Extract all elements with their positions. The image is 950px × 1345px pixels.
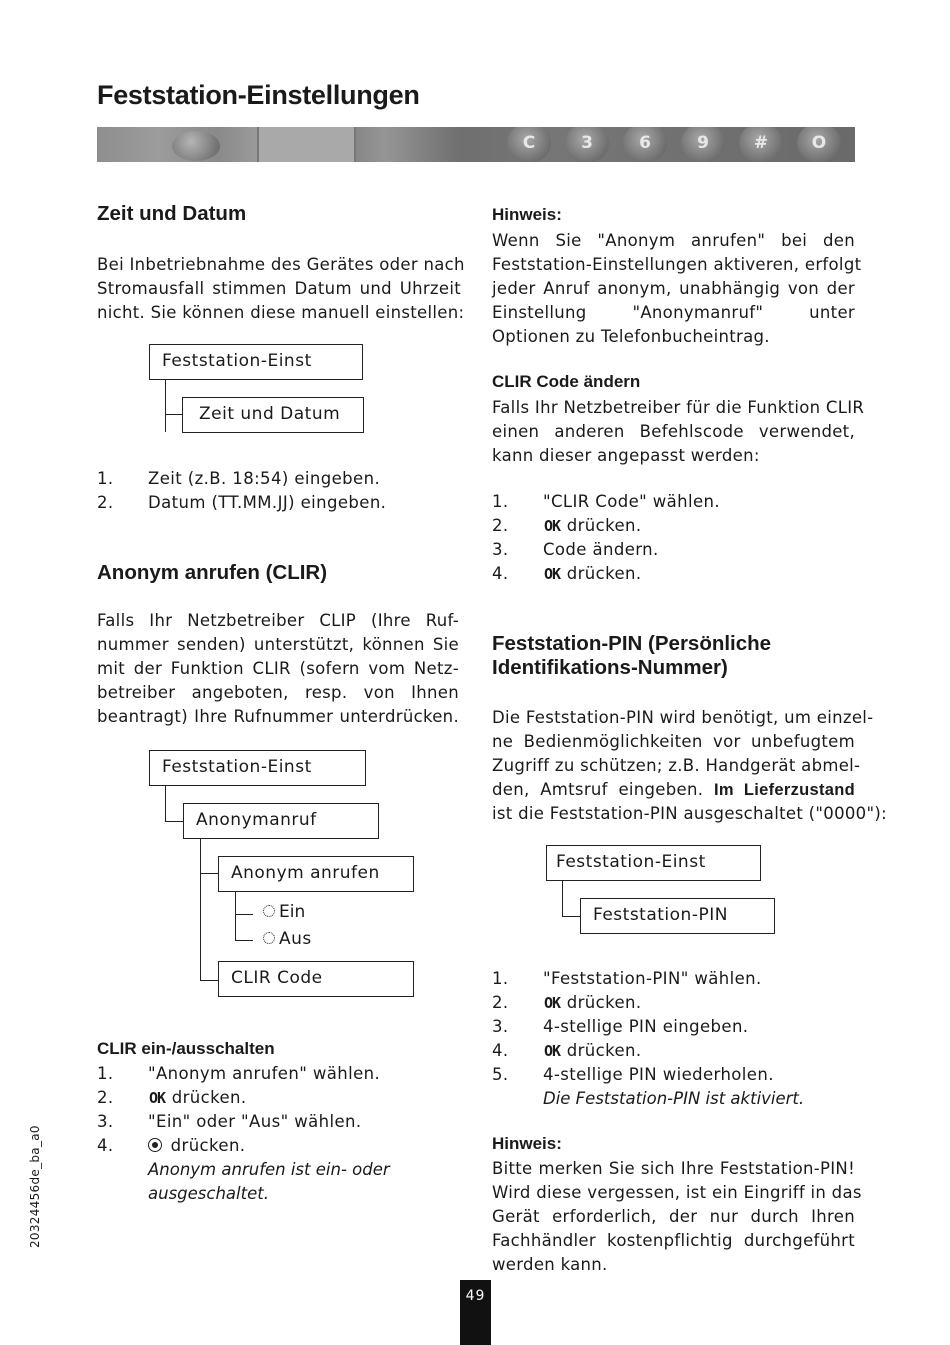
text-line: betreiber angeboten, resp. von Ihnen [97, 683, 459, 702]
clir-code-steps [492, 490, 857, 586]
list-item: 2. OK drücken. [97, 1086, 462, 1110]
text-line: Bei Inbetriebnahme des Gerätes oder nach [97, 255, 465, 274]
ok-key-icon: OK [544, 994, 561, 1012]
option-ein [263, 902, 305, 922]
nav-key-icon [148, 1138, 162, 1152]
text-line: Fachhändler kostenpflichtig durchgeführt [492, 1231, 855, 1250]
tree-tick [165, 414, 182, 415]
ok-key-icon: OK [149, 1089, 166, 1107]
document-code: 20324456de_ba_a0 [28, 1125, 42, 1248]
menu-box-anonym-anrufen: Anonym anrufen [218, 856, 414, 892]
list-item: 2. OK drücken. [492, 514, 857, 538]
list-item: 4. drücken. [97, 1136, 246, 1155]
heading-line: Feststation-PIN (Persönliche [492, 632, 772, 655]
text-line: einen anderen Befehlscode verwendet, [492, 422, 855, 441]
phone-keypad-banner [97, 127, 855, 162]
tree-line [200, 839, 201, 981]
text-line: nicht. Sie können diese manuell einstellen: [97, 303, 465, 322]
list-item: 3. 4-stellige PIN eingeben. [492, 1017, 749, 1036]
keypad-key: 6 [623, 127, 667, 162]
tree-tick [235, 940, 253, 941]
list-item: Die Feststation-PIN ist aktiviert. [543, 1089, 805, 1108]
keypad-key: O [797, 127, 841, 162]
menu-box-anonymanruf: Anonymanruf [183, 803, 379, 839]
page-number: 49 [460, 1280, 491, 1345]
list-item: 4. OK drücken. [492, 562, 857, 586]
tree-tick [562, 916, 580, 917]
list-item: 5. 4-stellige PIN wiederholen. [492, 1065, 774, 1084]
text-line: mit der Funktion CLIR (sofern vom Netz- [97, 659, 459, 678]
text-line: Stromausfall stimmen Datum und Uhrzeit [97, 279, 461, 298]
pin-steps [492, 967, 857, 1111]
text-line: Feststation-Einstellungen aktiveren, erfolgt [492, 255, 862, 274]
tree-line [235, 892, 236, 940]
heading-line: Identifikations-Nummer) [492, 656, 728, 679]
text-line: Bitte merken Sie sich Ihre Feststation-PIN! [492, 1159, 855, 1178]
menu-box-zeit-datum: Zeit und Datum [182, 397, 364, 433]
keypad-key: C [507, 127, 551, 162]
text-line: Falls Ihr Netzbetreiber CLIP (Ihre Ruf- [97, 611, 459, 630]
section-heading-pin [492, 632, 771, 680]
section-heading-clir-schalten: CLIR ein-/ausschalten [97, 1039, 275, 1058]
zeit-steps [97, 467, 462, 515]
clir-code-paragraph [492, 396, 865, 468]
menu-box-feststation-einst: Feststation-Einst [149, 750, 366, 786]
text-line: Einstellung "Anonymanruf" unter [492, 303, 855, 322]
text-line: ist die Feststation-PIN ausgeschaltet ("0000"): [492, 804, 887, 823]
list-item: 1. "Anonym anrufen" wählen. [97, 1064, 381, 1083]
hinweis-heading: Hinweis: [492, 1134, 562, 1153]
menu-box-clir-code: CLIR Code [218, 961, 414, 997]
text-line: den, Amtsruf eingeben. Im Lieferzustand [492, 780, 855, 799]
ok-key-icon: OK [544, 1042, 561, 1060]
text-line: Gerät erforderlich, der nur durch Ihren [492, 1207, 855, 1226]
text-line: Wird diese vergessen, ist ein Eingriff in das [492, 1183, 862, 1202]
menu-box-feststation-einst: Feststation-Einst [149, 344, 363, 380]
radio-icon [263, 932, 275, 944]
section-heading-zeit: Zeit und Datum [97, 202, 247, 225]
ok-key-icon: OK [544, 517, 561, 535]
option-aus [263, 929, 312, 949]
text-line: Falls Ihr Netzbetreiber für die Funktion CLIR [492, 398, 865, 417]
text-line: kann dieser angepasst werden: [492, 446, 760, 465]
radio-icon [263, 905, 275, 917]
keypad-key: # [739, 127, 783, 162]
text-line: ne Bedienmöglichkeiten vor unbefugtem [492, 732, 855, 751]
pin-paragraph [492, 706, 887, 826]
text-line: beantragt) Ihre Rufnummer unterdrücken. [97, 707, 459, 726]
text-line: Optionen zu Telefonbucheintrag. [492, 327, 770, 346]
list-item: 1. "CLIR Code" wählen. [492, 492, 721, 511]
list-item: 3. Code ändern. [492, 540, 659, 559]
list-item: Anonym anrufen ist ein- oder [148, 1160, 390, 1179]
section-heading-clir-code: CLIR Code ändern [492, 372, 641, 391]
keypad-key: 9 [681, 127, 725, 162]
hinweis-heading: Hinweis: [492, 205, 562, 224]
menu-box-feststation-einst: Feststation-Einst [546, 845, 761, 881]
tree-tick [165, 821, 183, 822]
list-item: 2. OK drücken. [492, 991, 857, 1015]
anonym-paragraph [97, 609, 459, 729]
hinweis-paragraph [492, 229, 862, 349]
text-line: nummer senden) unterstützt, können Sie [97, 635, 459, 654]
tree-tick [200, 980, 218, 981]
list-item: 2. Datum (TT.MM.JJ) eingeben. [97, 493, 387, 512]
text-line: Wenn Sie "Anonym anrufen" bei den [492, 231, 855, 250]
tree-line [562, 881, 563, 917]
text-line: Die Feststation-PIN wird benötigt, um einzel- [492, 708, 874, 727]
text-line: jeder Anruf anonym, unabhängig von der [492, 279, 855, 298]
page-title: Feststation-Einstellungen [97, 80, 420, 110]
list-item: 4. OK drücken. [492, 1039, 857, 1063]
menu-box-feststation-pin: Feststation-PIN [580, 898, 775, 934]
tree-tick [235, 914, 253, 915]
keypad-key: 3 [565, 127, 609, 162]
list-item: ausgeschaltet. [148, 1184, 269, 1203]
text-line: werden kann. [492, 1255, 608, 1274]
tree-line [165, 786, 166, 822]
list-item: 1. Zeit (z.B. 18:54) eingeben. [97, 469, 381, 488]
clir-schalten-steps [97, 1062, 462, 1206]
display-panel [257, 127, 356, 162]
zeit-paragraph [97, 253, 465, 325]
section-heading-anonym: Anonym anrufen (CLIR) [97, 561, 328, 584]
hinweis-paragraph [492, 1157, 862, 1277]
ok-key-icon: OK [544, 565, 561, 583]
tree-tick [200, 873, 218, 874]
option-label: Ein [279, 902, 306, 922]
option-label: Aus [279, 929, 312, 949]
text-line: Zugriff zu schützen; z.B. Handgerät abmel- [492, 756, 861, 775]
list-item: 3. "Ein" oder "Aus" wählen. [97, 1112, 362, 1131]
list-item: 1. "Feststation-PIN" wählen. [492, 969, 762, 988]
dial-knob-icon [172, 131, 220, 161]
tree-line [165, 380, 166, 432]
